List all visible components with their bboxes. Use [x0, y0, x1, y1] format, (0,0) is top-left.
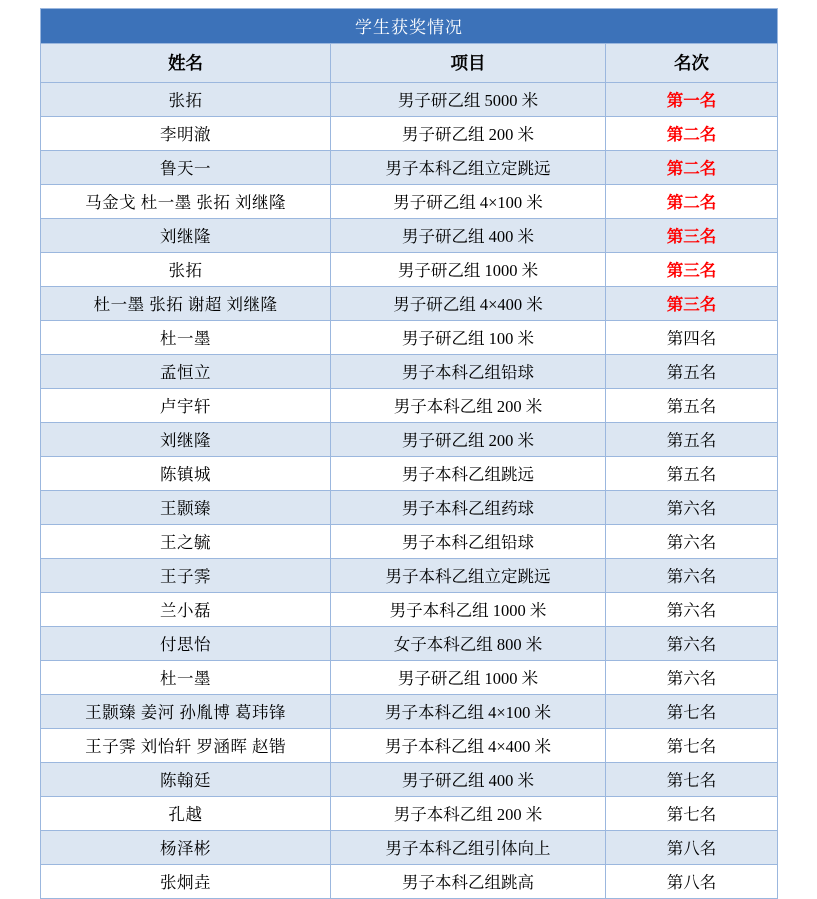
table-row: [41, 457, 778, 491]
cell-rank: 第三名: [606, 287, 778, 321]
cell-rank: 第五名: [606, 389, 778, 423]
cell-event: 男子研乙组 4×400 米: [331, 287, 606, 321]
table-row: [41, 491, 778, 525]
table-title-row: [41, 9, 778, 44]
cell-event: 男子研乙组 400 米: [331, 763, 606, 797]
cell-name: 张拓: [41, 253, 331, 287]
cell-name: 王颢臻 姜河 孙胤博 葛玮锋: [41, 695, 331, 729]
cell-rank: 第五名: [606, 423, 778, 457]
cell-name: 王之毓: [41, 525, 331, 559]
cell-event: 男子研乙组 200 米: [331, 423, 606, 457]
cell-name: 陈翰廷: [41, 763, 331, 797]
cell-name: 马金戈 杜一墨 张拓 刘继隆: [41, 185, 331, 219]
cell-name: 付思怡: [41, 627, 331, 661]
table-row: [41, 389, 778, 423]
table-row: [41, 627, 778, 661]
cell-name: 卢宇轩: [41, 389, 331, 423]
column-header-name: 姓名: [41, 44, 331, 83]
cell-event: 男子研乙组 200 米: [331, 117, 606, 151]
cell-event: 女子本科乙组 800 米: [331, 627, 606, 661]
table-row: [41, 797, 778, 831]
cell-event: 男子本科乙组铅球: [331, 525, 606, 559]
table-row: [41, 831, 778, 865]
cell-name: 陈镇城: [41, 457, 331, 491]
cell-rank: 第六名: [606, 491, 778, 525]
cell-event: 男子本科乙组立定跳远: [331, 151, 606, 185]
cell-event: 男子研乙组 1000 米: [331, 253, 606, 287]
table-row: [41, 559, 778, 593]
cell-event: 男子本科乙组药球: [331, 491, 606, 525]
table-title: 学生获奖情况: [41, 9, 778, 44]
table-row: [41, 729, 778, 763]
cell-rank: 第六名: [606, 559, 778, 593]
cell-event: 男子本科乙组引体向上: [331, 831, 606, 865]
cell-event: 男子本科乙组 4×100 米: [331, 695, 606, 729]
cell-name: 张拓: [41, 83, 331, 117]
table-header-row: [41, 44, 778, 83]
cell-event: 男子本科乙组跳远: [331, 457, 606, 491]
table-row: [41, 253, 778, 287]
cell-rank: 第二名: [606, 117, 778, 151]
column-header-rank: 名次: [606, 44, 778, 83]
cell-event: 男子研乙组 4×100 米: [331, 185, 606, 219]
cell-name: 刘继隆: [41, 219, 331, 253]
cell-rank: 第七名: [606, 729, 778, 763]
table-row: [41, 695, 778, 729]
table-row: [41, 593, 778, 627]
table-row: [41, 321, 778, 355]
cell-rank: 第六名: [606, 661, 778, 695]
cell-rank: 第七名: [606, 797, 778, 831]
cell-name: 孟恒立: [41, 355, 331, 389]
cell-event: 男子研乙组 1000 米: [331, 661, 606, 695]
table-row: [41, 763, 778, 797]
table-row: [41, 219, 778, 253]
cell-rank: 第五名: [606, 355, 778, 389]
award-table: [40, 8, 778, 899]
cell-rank: 第四名: [606, 321, 778, 355]
cell-event: 男子研乙组 5000 米: [331, 83, 606, 117]
table-row: [41, 185, 778, 219]
cell-event: 男子本科乙组 1000 米: [331, 593, 606, 627]
cell-event: 男子本科乙组 4×400 米: [331, 729, 606, 763]
cell-event: 男子研乙组 400 米: [331, 219, 606, 253]
cell-event: 男子研乙组 100 米: [331, 321, 606, 355]
table-row: [41, 151, 778, 185]
cell-rank: 第三名: [606, 219, 778, 253]
cell-name: 王子霁 刘怡轩 罗涵晖 赵锴: [41, 729, 331, 763]
cell-name: 杜一墨: [41, 661, 331, 695]
table-row: [41, 865, 778, 899]
table-row: [41, 117, 778, 151]
cell-name: 杜一墨: [41, 321, 331, 355]
cell-rank: 第八名: [606, 865, 778, 899]
cell-rank: 第六名: [606, 593, 778, 627]
cell-rank: 第八名: [606, 831, 778, 865]
cell-rank: 第二名: [606, 151, 778, 185]
cell-name: 李明澈: [41, 117, 331, 151]
cell-event: 男子本科乙组 200 米: [331, 389, 606, 423]
cell-name: 王子霁: [41, 559, 331, 593]
cell-name: 刘继隆: [41, 423, 331, 457]
cell-rank: 第二名: [606, 185, 778, 219]
cell-name: 孔越: [41, 797, 331, 831]
cell-rank: 第六名: [606, 627, 778, 661]
cell-name: 张炯垚: [41, 865, 331, 899]
cell-name: 兰小磊: [41, 593, 331, 627]
column-header-event: 项目: [331, 44, 606, 83]
table-row: [41, 355, 778, 389]
cell-name: 鲁天一: [41, 151, 331, 185]
cell-rank: 第五名: [606, 457, 778, 491]
table-row: [41, 287, 778, 321]
cell-rank: 第七名: [606, 763, 778, 797]
table-row: [41, 661, 778, 695]
table-row: [41, 525, 778, 559]
cell-name: 王颢臻: [41, 491, 331, 525]
cell-event: 男子本科乙组 200 米: [331, 797, 606, 831]
table-row: [41, 423, 778, 457]
cell-name: 杜一墨 张拓 谢超 刘继隆: [41, 287, 331, 321]
table-body: [41, 83, 778, 899]
cell-event: 男子本科乙组铅球: [331, 355, 606, 389]
table-row: [41, 83, 778, 117]
cell-rank: 第六名: [606, 525, 778, 559]
cell-event: 男子本科乙组跳高: [331, 865, 606, 899]
cell-name: 杨泽彬: [41, 831, 331, 865]
cell-event: 男子本科乙组立定跳远: [331, 559, 606, 593]
cell-rank: 第七名: [606, 695, 778, 729]
cell-rank: 第三名: [606, 253, 778, 287]
cell-rank: 第一名: [606, 83, 778, 117]
